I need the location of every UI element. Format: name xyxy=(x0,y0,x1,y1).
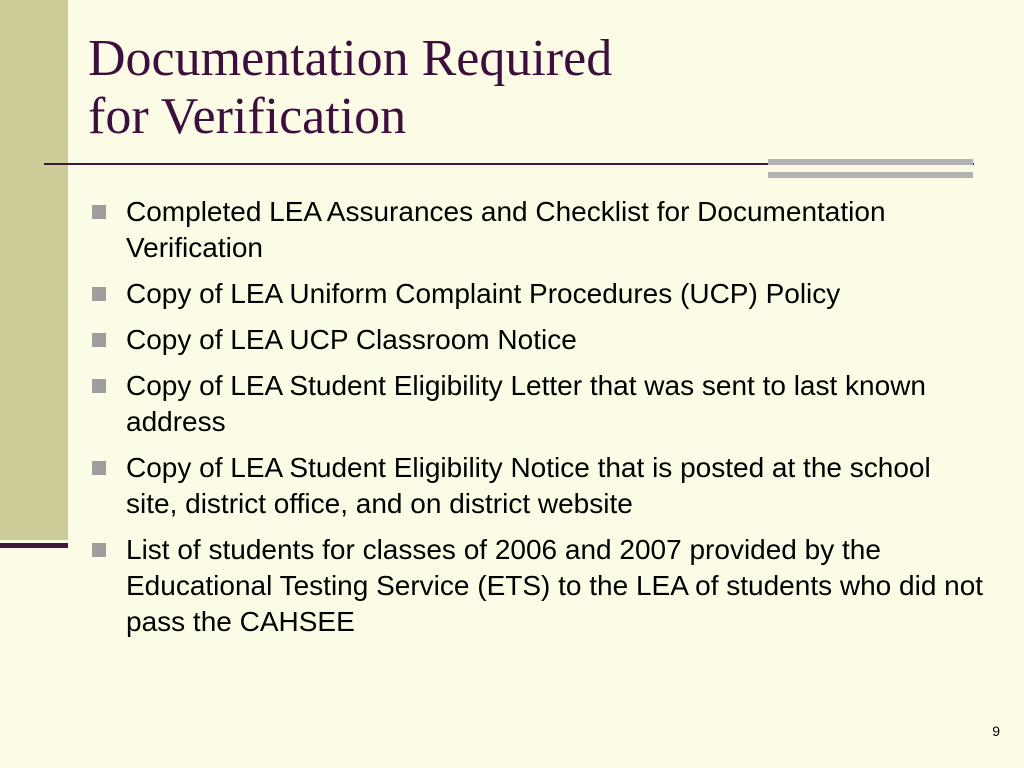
square-bullet-icon xyxy=(92,333,106,347)
left-decorative-bar xyxy=(0,0,68,540)
accent-bar-top xyxy=(768,159,973,165)
square-bullet-icon xyxy=(92,379,106,393)
bullet-item xyxy=(88,368,988,440)
bullet-text: Copy of LEA Student Eligibility Letter that was sent to last known address xyxy=(126,370,926,437)
bullet-text: Copy of LEA UCP Classroom Notice xyxy=(126,324,577,355)
accent-bar-bottom xyxy=(768,172,973,178)
slide-title-line-2: for Verification xyxy=(88,88,407,145)
bullet-text: Copy of LEA Uniform Complaint Procedures (UCP) Policy xyxy=(126,278,841,309)
bullet-text: Completed LEA Assurances and Checklist for Documentation Verification xyxy=(126,196,886,263)
slide-title-line-1: Documentation Required xyxy=(88,30,613,87)
bullet-text: List of students for classes of 2006 and 2007 provided by the Educational Testing Service (ETS) to the LEA of students who did not pass the CAHSEE xyxy=(126,534,984,637)
square-bullet-icon xyxy=(92,461,106,475)
square-bullet-icon xyxy=(92,543,106,557)
bullet-item xyxy=(88,450,988,522)
bullet-text: Copy of LEA Student Eligibility Notice that is posted at the school site, district office, and on district website xyxy=(126,452,931,519)
page-number: 9 xyxy=(992,723,1000,739)
bullet-item xyxy=(88,532,988,640)
bullet-item xyxy=(88,322,988,358)
bullet-item xyxy=(88,194,988,266)
left-bar-rule xyxy=(0,543,68,548)
bullet-list xyxy=(88,194,988,650)
bullet-item xyxy=(88,276,988,312)
slide-title xyxy=(88,30,612,146)
square-bullet-icon xyxy=(92,287,106,301)
square-bullet-icon xyxy=(92,205,106,219)
